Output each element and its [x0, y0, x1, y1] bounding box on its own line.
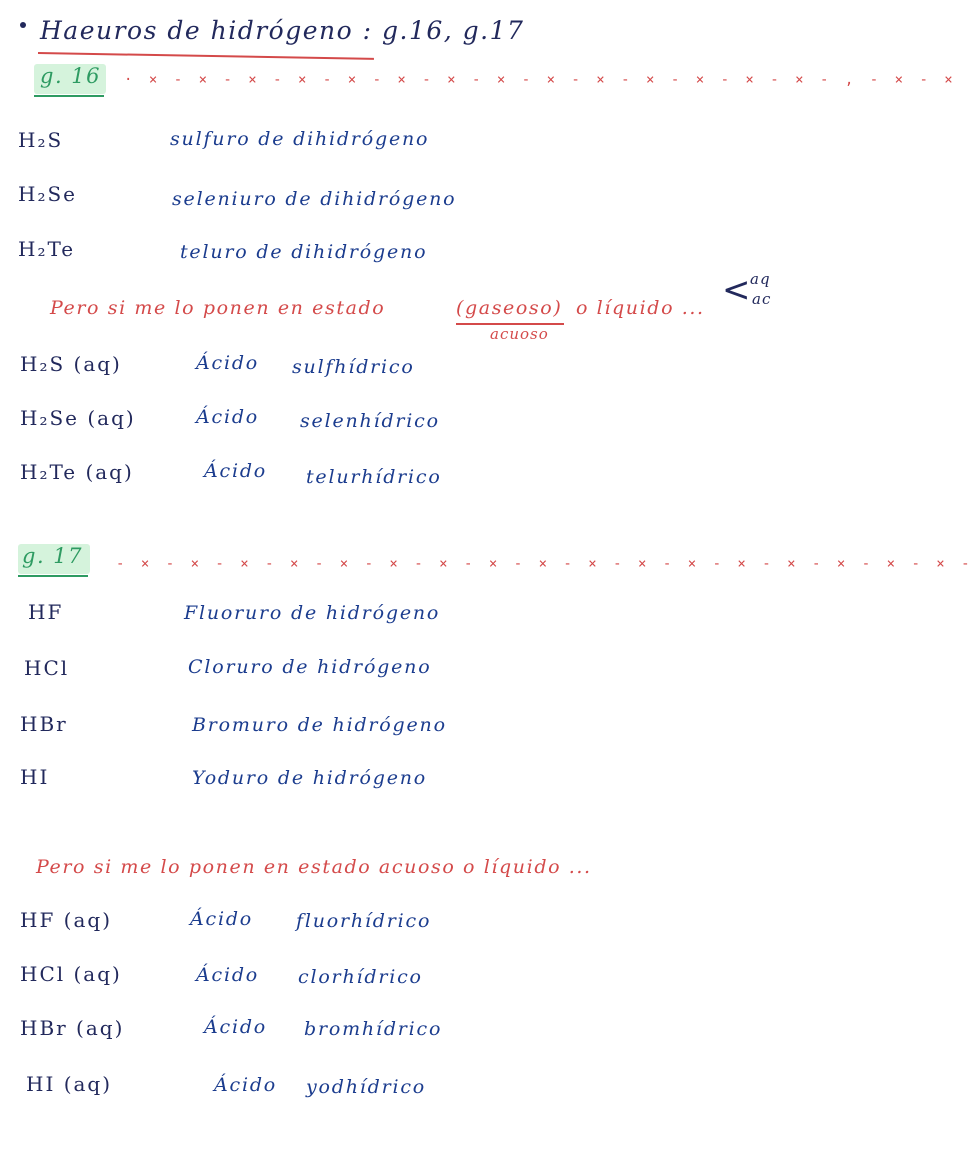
- acid-word: Ácido: [196, 964, 260, 986]
- section-divider: - × - × - × - × - × - × - × - × - × - × - × - × - × - × - × - × - × -: [116, 556, 974, 572]
- formula-acid: HBr (aq): [20, 1016, 125, 1040]
- section-divider: · × - × - × - × - × - × - × - × - × - × - × - × - × - × - , - × - ×: [124, 72, 957, 88]
- section-label-g16: g. 16: [40, 64, 102, 88]
- formula-h2se: H₂Se: [18, 182, 77, 206]
- acid-name: selenhídrico: [300, 410, 440, 432]
- compound-name: sulfuro de dihidrógeno: [170, 128, 430, 150]
- section-label-g17: g. 17: [22, 544, 84, 568]
- formula-acid: HCl (aq): [20, 962, 122, 986]
- formula-acid: H₂S (aq): [20, 352, 122, 376]
- acid-word: Ácido: [214, 1074, 278, 1096]
- section-label-underline: [34, 95, 104, 97]
- note-text-end: o líquido ...: [576, 297, 705, 319]
- compound-name: Fluoruro de hidrógeno: [184, 602, 441, 624]
- formula-h2s: H₂S: [18, 128, 64, 152]
- acid-name: bromhídrico: [304, 1018, 443, 1040]
- acid-name: fluorhídrico: [296, 910, 432, 932]
- formula-acid: H₂Se (aq): [20, 406, 136, 430]
- note-side-top: aq: [750, 270, 771, 288]
- acid-word: Ácido: [204, 460, 268, 482]
- formula-hcl: HCl: [24, 656, 70, 680]
- formula-acid: H₂Te (aq): [20, 460, 134, 484]
- compound-name: seleniuro de dihidrógeno: [172, 188, 457, 210]
- compound-name: Yoduro de hidrógeno: [192, 767, 428, 789]
- formula-acid: HF (aq): [20, 908, 113, 932]
- note-emphasis: (gaseoso): [456, 297, 563, 319]
- page-title: Haeuros de hidrógeno : g.16, g.17: [40, 16, 525, 45]
- compound-name: teluro de dihidrógeno: [180, 241, 428, 263]
- note-side-bottom: ac: [752, 290, 772, 308]
- compound-name: Bromuro de hidrógeno: [192, 714, 447, 736]
- bracket-mark: <: [722, 270, 751, 310]
- acid-word: Ácido: [196, 352, 260, 374]
- acid-name: yodhídrico: [306, 1076, 427, 1098]
- acid-word: Ácido: [196, 406, 260, 428]
- section-label-underline: [18, 575, 88, 577]
- acid-name: sulfhídrico: [292, 356, 415, 378]
- acid-name: clorhídrico: [298, 966, 423, 988]
- formula-hf: HF: [28, 600, 64, 624]
- note-correction: acuoso: [490, 325, 549, 343]
- formula-hbr: HBr: [20, 712, 68, 736]
- formula-h2te: H₂Te: [18, 237, 76, 261]
- note-text: Pero si me lo ponen en estado: [50, 297, 386, 319]
- acid-word: Ácido: [190, 908, 254, 930]
- formula-acid: HI (aq): [26, 1072, 113, 1096]
- note-text: Pero si me lo ponen en estado acuoso o líquido ...: [36, 856, 592, 878]
- compound-name: Cloruro de hidrógeno: [188, 656, 432, 678]
- title-bullet: [20, 22, 26, 28]
- title-underline: [38, 52, 374, 60]
- acid-name: telurhídrico: [306, 466, 442, 488]
- formula-hi: HI: [20, 765, 50, 789]
- acid-word: Ácido: [204, 1016, 268, 1038]
